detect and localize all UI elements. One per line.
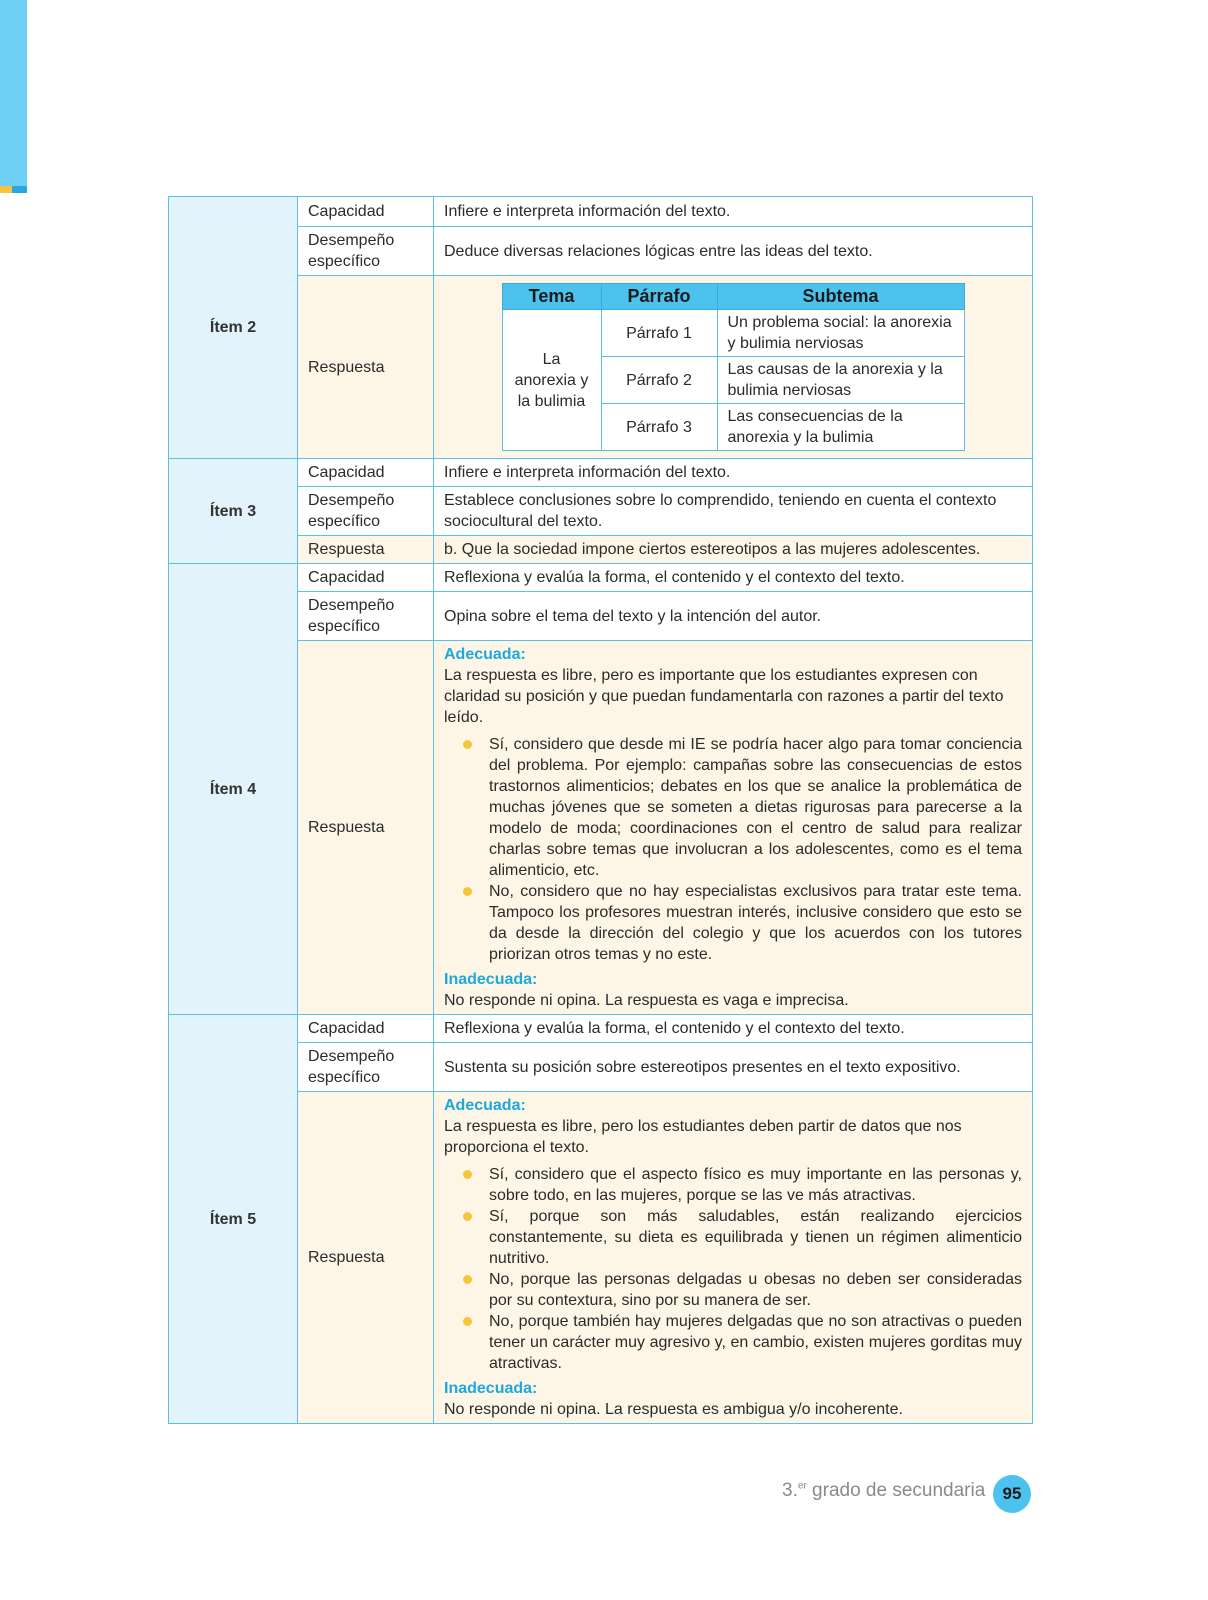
item4-respuesta bbox=[434, 641, 1033, 1015]
item2-capacidad-row bbox=[169, 197, 1033, 227]
item4-bullet-list bbox=[444, 734, 1022, 965]
side-accent-yellow bbox=[0, 186, 12, 193]
subtema-cell: Un problema social: la anorexia y bulimia nerviosas bbox=[717, 310, 964, 357]
bullet-icon bbox=[463, 1275, 472, 1284]
bullet-icon bbox=[463, 1212, 472, 1221]
grade-text: grado de secundaria bbox=[806, 1480, 986, 1501]
adecuada-label: Adecuada: bbox=[444, 1097, 526, 1114]
inadecuada-label: Inadecuada: bbox=[444, 1380, 538, 1397]
bullet-icon bbox=[463, 887, 472, 896]
bullet-text: No, porque las personas delgadas u obesas no deben ser consideradas por su contextura, sino por su manera de ser. bbox=[489, 1271, 1022, 1309]
list-item bbox=[444, 734, 1022, 881]
bullet-text: No, porque también hay mujeres delgadas que no son atractivas o pueden tener un carácter muy agresivo y, en cambio, existen mujeres gorditas muy atractivas. bbox=[489, 1313, 1022, 1372]
item3-respuesta-row bbox=[169, 536, 1033, 564]
parrafo-cell: Párrafo 1 bbox=[601, 310, 717, 357]
list-item bbox=[444, 1311, 1022, 1374]
header-subtema: Subtema bbox=[717, 284, 964, 310]
list-item bbox=[444, 881, 1022, 965]
item4-title: Ítem 4 bbox=[169, 564, 298, 1015]
label-respuesta: Respuesta bbox=[298, 1092, 434, 1424]
bullet-icon bbox=[463, 1317, 472, 1326]
item5-adecuada-text: La respuesta es libre, pero los estudiantes deben partir de datos que nos proporciona el texto. bbox=[444, 1118, 962, 1156]
item4-desempeno-row bbox=[169, 592, 1033, 641]
list-item bbox=[444, 1164, 1022, 1206]
item4-adecuada-text: La respuesta es libre, pero es importante que los estudiantes expresen con claridad su posición y que puedan fundamentarla con razones a partir del texto leído. bbox=[444, 667, 1004, 726]
page-number-badge: 95 bbox=[993, 1475, 1031, 1513]
item5-respuesta-row bbox=[169, 1092, 1033, 1424]
label-capacidad: Capacidad bbox=[298, 564, 434, 592]
parrafo-cell: Párrafo 3 bbox=[601, 404, 717, 451]
rubric-table bbox=[168, 196, 1033, 1424]
item4-capacidad: Reflexiona y evalúa la forma, el contenido y el contexto del texto. bbox=[434, 564, 1033, 592]
side-color-bar bbox=[0, 0, 27, 186]
item5-bullet-list bbox=[444, 1164, 1022, 1374]
label-respuesta: Respuesta bbox=[298, 276, 434, 459]
header-parrafo: Párrafo bbox=[601, 284, 717, 310]
item5-desempeno: Sustenta su posición sobre estereotipos presentes en el texto expositivo. bbox=[434, 1043, 1033, 1092]
label-capacidad: Capacidad bbox=[298, 459, 434, 487]
item2-desempeno: Deduce diversas relaciones lógicas entre las ideas del texto. bbox=[434, 227, 1033, 276]
inadecuada-label: Inadecuada: bbox=[444, 971, 538, 988]
item5-respuesta bbox=[434, 1092, 1033, 1424]
label-respuesta: Respuesta bbox=[298, 536, 434, 564]
subtema-row bbox=[502, 310, 964, 357]
item2-capacidad: Infiere e interpreta información del texto. bbox=[434, 197, 1033, 227]
item3-desempeno-row bbox=[169, 487, 1033, 536]
label-desempeno: Desempeño específico bbox=[298, 1043, 434, 1092]
label-respuesta: Respuesta bbox=[298, 641, 434, 1015]
item5-capacidad: Reflexiona y evalúa la forma, el contenido y el contexto del texto. bbox=[434, 1015, 1033, 1043]
item4-respuesta-row bbox=[169, 641, 1033, 1015]
grade-superscript: er bbox=[797, 1480, 807, 1492]
item3-desempeno: Establece conclusiones sobre lo comprendido, teniendo en cuenta el contexto sociocultural del texto. bbox=[434, 487, 1033, 536]
item3-capacidad-row bbox=[169, 459, 1033, 487]
bullet-icon bbox=[463, 1170, 472, 1179]
header-tema: Tema bbox=[502, 284, 601, 310]
item5-desempeno-row bbox=[169, 1043, 1033, 1092]
subtema-table bbox=[502, 283, 965, 451]
item4-desempeno: Opina sobre el tema del texto y la intención del autor. bbox=[434, 592, 1033, 641]
list-item bbox=[444, 1206, 1022, 1269]
item2-respuesta bbox=[434, 276, 1033, 459]
item2-desempeno-row bbox=[169, 227, 1033, 276]
item3-title: Ítem 3 bbox=[169, 459, 298, 564]
item5-inadecuada-text: No responde ni opina. La respuesta es ambigua y/o incoherente. bbox=[444, 1401, 903, 1418]
label-capacidad: Capacidad bbox=[298, 197, 434, 227]
side-accent-blue bbox=[12, 186, 27, 193]
list-item bbox=[444, 1269, 1022, 1311]
item5-capacidad-row bbox=[169, 1015, 1033, 1043]
item4-inadecuada-text: No responde ni opina. La respuesta es vaga e imprecisa. bbox=[444, 992, 849, 1009]
subtema-header-row bbox=[502, 284, 964, 310]
label-desempeno: Desempeño específico bbox=[298, 592, 434, 641]
bullet-text: Sí, considero que desde mi IE se podría hacer algo para tomar conciencia del problema. Por ejemplo: campañas sobre las consecuencias de estos trastornos alimenticios; debates en los que se analice la problemática de muchas jóvenes que se someten a dietas rigurosas para parecerse a la modelo de moda; coordinaciones con el centro de salud para realizar charlas sobre temas que involucran a los adolescentes, como es el tema alimenticio, etc. bbox=[489, 736, 1022, 879]
bullet-text: No, considero que no hay especialistas exclusivos para tratar este tema. Tampoco los profesores muestran interés, inclusive considero que esto se da desde la dirección del colegio y que los acuerdos con los tutores priorizan otros temas y no este. bbox=[489, 883, 1022, 963]
grade-number: 3. bbox=[782, 1480, 798, 1501]
item2-title: Ítem 2 bbox=[169, 197, 298, 459]
subtema-cell: Las causas de la anorexia y la bulimia nerviosas bbox=[717, 357, 964, 404]
adecuada-label: Adecuada: bbox=[444, 646, 526, 663]
bullet-text: Sí, considero que el aspecto físico es muy importante en las personas y, sobre todo, en las mujeres, porque se las ve más atractivas. bbox=[489, 1166, 1022, 1204]
footer-grade bbox=[782, 1480, 985, 1502]
label-desempeno: Desempeño específico bbox=[298, 487, 434, 536]
parrafo-cell: Párrafo 2 bbox=[601, 357, 717, 404]
item2-respuesta-row bbox=[169, 276, 1033, 459]
item5-title: Ítem 5 bbox=[169, 1015, 298, 1424]
label-desempeno: Desempeño específico bbox=[298, 227, 434, 276]
bullet-icon bbox=[463, 740, 472, 749]
item3-capacidad: Infiere e interpreta información del texto. bbox=[434, 459, 1033, 487]
label-capacidad: Capacidad bbox=[298, 1015, 434, 1043]
tema-cell: La anorexia y la bulimia bbox=[502, 310, 601, 451]
bullet-text: Sí, porque son más saludables, están realizando ejercicios constantemente, su dieta es equilibrada y tienen un régimen alimenticio nutritivo. bbox=[489, 1208, 1022, 1267]
item3-respuesta: b. Que la sociedad impone ciertos estereotipos a las mujeres adolescentes. bbox=[434, 536, 1033, 564]
subtema-cell: Las consecuencias de la anorexia y la bulimia bbox=[717, 404, 964, 451]
item4-capacidad-row bbox=[169, 564, 1033, 592]
